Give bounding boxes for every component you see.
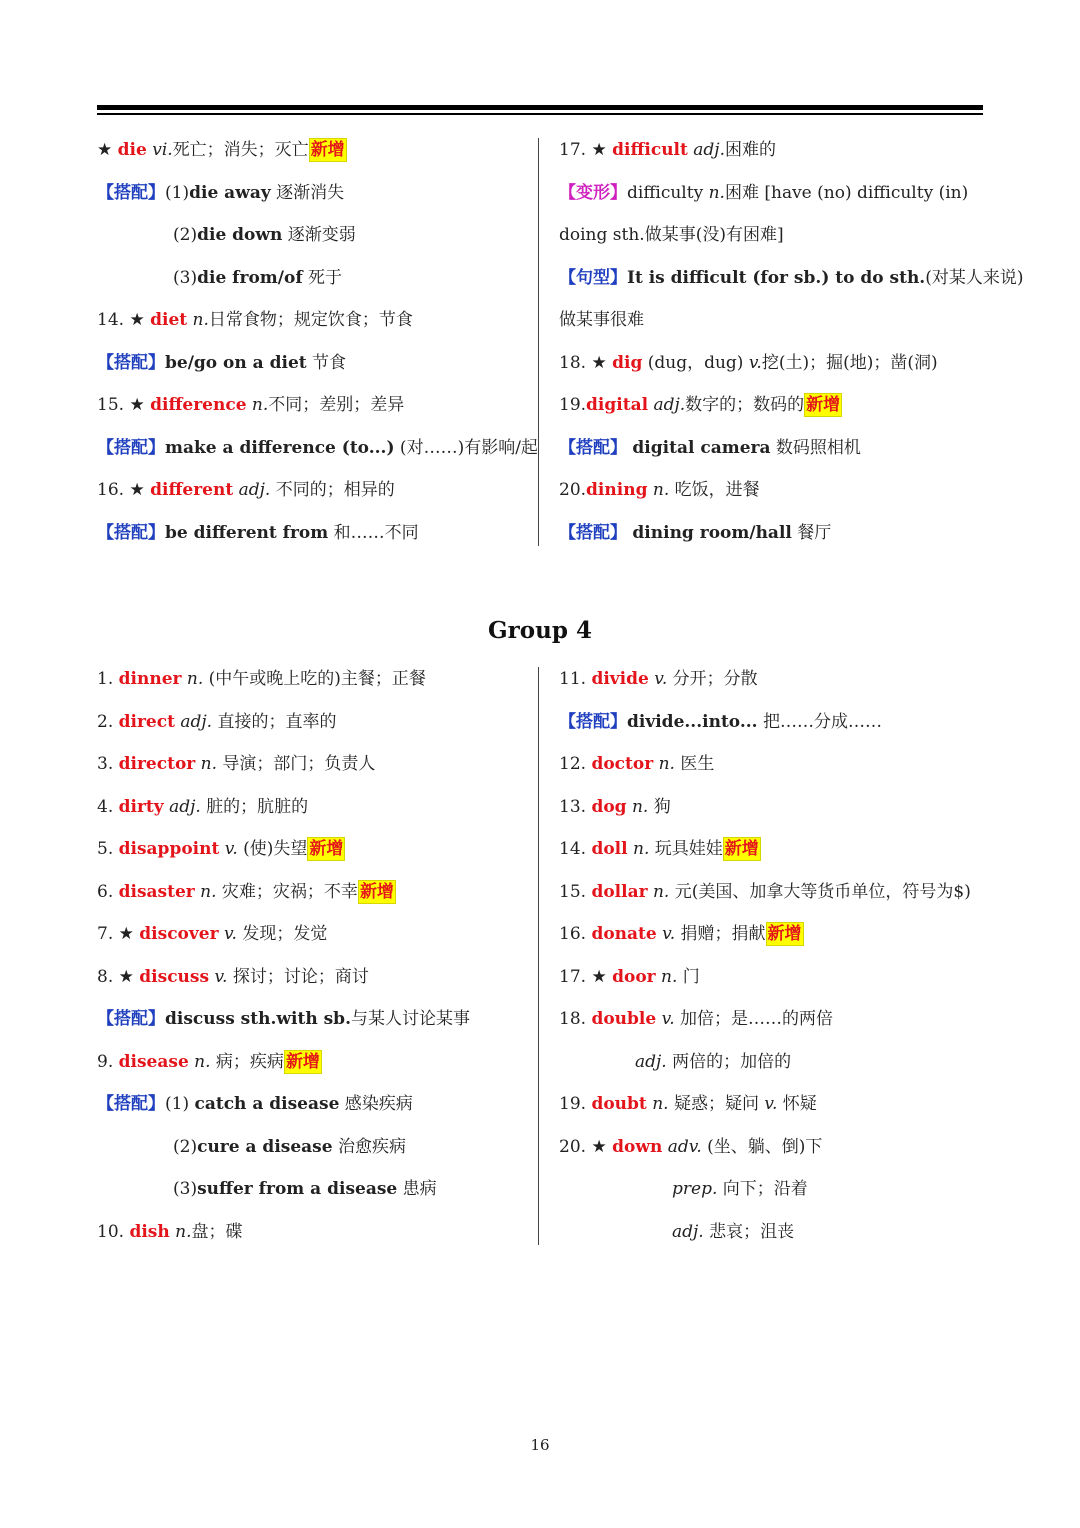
tag-label: 【搭配】 <box>559 522 627 543</box>
text: (坐、躺、倒)下 <box>701 1136 823 1157</box>
text: 直接的；直率的 <box>212 711 337 732</box>
entry-line <box>559 521 831 545</box>
text: (3) <box>173 1179 198 1199</box>
header-rule <box>97 105 983 110</box>
part-of-speech: n. <box>175 1221 192 1242</box>
section-group4 <box>97 667 983 1257</box>
text: 两倍的；加倍的 <box>666 1051 792 1072</box>
part-of-speech: adv. <box>667 1136 702 1157</box>
text: 玩具娃娃 <box>649 839 723 859</box>
text: 16. <box>559 924 592 944</box>
text: 18. ★ <box>559 352 613 373</box>
entry-line <box>97 436 538 460</box>
entry-line <box>559 667 758 691</box>
entry-line <box>672 1177 808 1201</box>
part-of-speech: n. <box>658 754 675 774</box>
new-badge: 新增 <box>359 881 394 902</box>
entry-line <box>559 393 842 417</box>
text: 12. <box>559 754 592 774</box>
text: 死于 <box>302 267 343 288</box>
text: 数字的；数码的 <box>685 395 805 415</box>
entry-line <box>97 478 395 502</box>
text: 探讨；讨论；商讨 <box>227 966 369 987</box>
entry-line <box>97 667 426 691</box>
headword: dig <box>612 352 643 373</box>
headword: doll <box>591 839 628 859</box>
entry-line <box>559 308 644 332</box>
entry-line <box>635 1050 791 1074</box>
text: 向下；沿着 <box>717 1179 808 1199</box>
part-of-speech: v. <box>654 669 668 689</box>
headword: dog <box>591 796 627 817</box>
text: 15. ★ <box>97 395 151 415</box>
entry-line <box>559 436 861 460</box>
text: 逐渐变弱 <box>282 225 356 245</box>
text: 6. <box>97 881 119 902</box>
entry-line <box>559 266 1024 290</box>
tag-label: 【搭配】 <box>97 182 165 203</box>
entry-line <box>97 351 346 375</box>
text: 日常食物；规定饮食；节食 <box>208 310 413 330</box>
entry-line <box>97 138 347 162</box>
entry-line <box>173 266 342 290</box>
part-of-speech: n. <box>194 1051 211 1072</box>
part-of-speech: n. <box>200 754 218 774</box>
phrase: die from/of <box>197 267 303 288</box>
text: 门 <box>677 966 700 987</box>
entry-line <box>559 752 714 776</box>
text: 医生 <box>674 754 715 774</box>
text: 与某人讨论某事 <box>351 1009 470 1029</box>
column-divider <box>538 138 539 546</box>
text: 10. <box>97 1221 130 1242</box>
tag-label: 【变形】 <box>559 182 627 203</box>
text: 逐渐消失 <box>270 182 345 203</box>
part-of-speech: adj. <box>169 796 201 817</box>
text: (1) <box>165 182 190 203</box>
text: 15. <box>559 881 592 902</box>
entry-line <box>559 478 760 502</box>
entry-line <box>559 351 938 375</box>
text: 5. <box>97 839 119 859</box>
entry-line <box>97 521 419 545</box>
headword: diet <box>150 310 188 330</box>
text: 狗 <box>648 796 671 817</box>
tag-label: 【搭配】 <box>97 522 165 543</box>
text: (对某人来说) <box>925 267 1024 288</box>
headword: dining <box>586 480 648 500</box>
text: 怀疑 <box>777 1094 817 1114</box>
entry-line <box>97 308 413 332</box>
entry-line <box>97 1092 413 1116</box>
headword: disaster <box>118 881 195 902</box>
section-group3-continued <box>97 138 1024 558</box>
new-badge: 新增 <box>310 140 345 160</box>
headword: discuss <box>139 966 210 987</box>
part-of-speech: adj. <box>653 395 686 415</box>
text: (中午或晚上吃的)主餐；正餐 <box>203 669 426 689</box>
entry-line <box>559 922 804 946</box>
entry-line <box>97 752 375 776</box>
entry-line <box>97 181 344 205</box>
headword: difficult <box>612 140 688 160</box>
entry-line <box>173 1135 406 1159</box>
text: 做某事很难 <box>559 310 644 330</box>
text: 吃饭，进餐 <box>669 480 760 500</box>
text: 患病 <box>397 1179 437 1199</box>
text: 不同的；相异的 <box>270 480 395 500</box>
phrase: It is difficult (for sb.) to do sth. <box>627 267 926 288</box>
part-of-speech: v. <box>764 1094 778 1114</box>
entry-line <box>97 1050 322 1074</box>
text: 导演；部门；负责人 <box>217 754 376 774</box>
headword: doubt <box>591 1094 647 1114</box>
text: 悲哀；沮丧 <box>703 1221 795 1242</box>
part-of-speech: v. <box>748 352 762 373</box>
headword: discover <box>139 924 219 944</box>
part-of-speech: n. <box>661 966 678 987</box>
text: 困难的 <box>724 140 776 160</box>
entry-line <box>97 837 345 861</box>
entry-line <box>559 880 971 904</box>
entry-line <box>97 1007 470 1031</box>
entry-line <box>559 223 784 247</box>
entry-line <box>97 922 327 946</box>
entry-line <box>173 1177 437 1201</box>
headword: director <box>118 754 196 774</box>
text: 元(美国、加拿大等货币单位，符号为$) <box>669 881 971 902</box>
text: ★ <box>97 140 118 160</box>
text: 节食 <box>306 352 347 373</box>
headword: dish <box>129 1221 170 1242</box>
text: 灾难；灾祸；不幸 <box>216 881 358 902</box>
phrase: die away <box>189 182 271 203</box>
text: 20. ★ <box>559 1136 613 1157</box>
text: 14. ★ <box>97 310 151 330</box>
headword: direct <box>118 711 175 732</box>
entry-line <box>559 138 776 162</box>
entry-line <box>559 1135 822 1159</box>
text: 病；疾病 <box>210 1051 284 1072</box>
tag-label: 【搭配】 <box>559 437 627 458</box>
headword: disease <box>118 1051 189 1072</box>
text: 9. <box>97 1051 119 1072</box>
headword: door <box>612 966 656 987</box>
phrase: make a difference (to...) <box>165 437 395 458</box>
group-title: Group 4 <box>488 617 592 644</box>
text: 17. ★ <box>559 966 613 987</box>
text: 餐厅 <box>791 522 832 543</box>
part-of-speech: v. <box>223 924 237 944</box>
part-of-speech: adj. <box>180 711 213 732</box>
part-of-speech: v. <box>662 924 676 944</box>
headword: die <box>117 140 147 160</box>
headword: dollar <box>591 881 648 902</box>
phrase: dining room/hall <box>632 522 792 543</box>
text: 1. <box>97 669 119 689</box>
tag-label: 【搭配】 <box>97 437 165 458</box>
phrase: cure a disease <box>197 1136 333 1157</box>
part-of-speech: adj. <box>238 480 271 500</box>
part-of-speech: adj. <box>635 1051 667 1072</box>
tag-label: 【句型】 <box>559 267 627 288</box>
text: 困难 [have (no) difficulty (in) <box>724 182 969 203</box>
text: 把……分成…… <box>757 711 883 732</box>
entry-line <box>559 1092 817 1116</box>
new-badge: 新增 <box>724 839 759 859</box>
part-of-speech: adj. <box>693 140 725 160</box>
entry-line <box>559 1007 833 1031</box>
text: 19. <box>559 1094 592 1114</box>
entry-line <box>97 965 369 989</box>
tag-label: 【搭配】 <box>97 1009 165 1029</box>
part-of-speech: n. <box>652 1094 669 1114</box>
part-of-speech: vi. <box>152 140 173 160</box>
headword: different <box>150 480 234 500</box>
text: 19. <box>559 395 587 415</box>
text: 3. <box>97 754 119 774</box>
text: 7. ★ <box>97 924 140 944</box>
part-of-speech: n. <box>251 395 269 415</box>
part-of-speech: n. <box>652 480 670 500</box>
entry-line <box>559 795 671 819</box>
phrase: digital camera <box>632 437 771 458</box>
text: 治愈疾病 <box>332 1136 406 1157</box>
headword: doctor <box>591 754 654 774</box>
page-number: 16 <box>530 1436 550 1454</box>
part-of-speech: prep. <box>672 1179 718 1199</box>
part-of-speech: v. <box>661 1009 675 1029</box>
text: doing sth.做某事(没)有困难] <box>559 225 784 245</box>
headword: down <box>612 1136 663 1157</box>
entry-line <box>559 965 700 989</box>
text: 挖(土)；掘(地)；凿(洞) <box>761 352 938 373</box>
text: (dug，dug) <box>642 352 749 373</box>
entry-line <box>559 710 882 734</box>
text: 疑惑；疑问 <box>668 1094 765 1114</box>
text: 4. <box>97 796 119 817</box>
text: 8. ★ <box>97 966 140 987</box>
tag-label: 【搭配】 <box>97 352 165 373</box>
text: 盘；碟 <box>191 1221 243 1242</box>
headword: dirty <box>118 796 164 817</box>
entry-line <box>672 1220 794 1244</box>
phrase: be different from <box>165 522 329 543</box>
part-of-speech: n. <box>631 796 649 817</box>
entry-line <box>97 795 308 819</box>
headword: difference <box>150 395 247 415</box>
text: 和……不同 <box>328 522 419 543</box>
text: (使)失望 <box>237 839 308 859</box>
text: (2) <box>173 225 198 245</box>
phrase: suffer from a disease <box>197 1179 398 1199</box>
text: 捐赠；捐献 <box>675 924 766 944</box>
text: (1) <box>165 1094 195 1114</box>
entry-line <box>173 223 356 247</box>
text: 11. <box>559 669 592 689</box>
part-of-speech: n. <box>708 182 725 203</box>
text: 16. ★ <box>97 480 151 500</box>
text: 13. <box>559 796 592 817</box>
text: (2) <box>173 1136 198 1157</box>
headword: dinner <box>118 669 182 689</box>
text: 14. <box>559 839 592 859</box>
tag-label: 【搭配】 <box>559 711 627 732</box>
entry-line <box>97 710 336 734</box>
text: (对……)有影响/起 <box>394 437 538 458</box>
part-of-speech: v. <box>214 966 228 987</box>
headword: double <box>591 1009 657 1029</box>
text: 发现；发觉 <box>236 924 328 944</box>
part-of-speech: n. <box>200 881 217 902</box>
text: 加倍；是……的两倍 <box>674 1009 834 1029</box>
part-of-speech: n. <box>186 669 204 689</box>
phrase: divide...into... <box>627 711 758 732</box>
text: 感染疾病 <box>339 1094 413 1114</box>
part-of-speech: v. <box>224 839 238 859</box>
text: 17. ★ <box>559 140 613 160</box>
part-of-speech: n. <box>192 310 209 330</box>
phrase: discuss sth.with sb. <box>165 1009 351 1029</box>
new-badge: 新增 <box>285 1051 320 1072</box>
text: 18. <box>559 1009 592 1029</box>
column-divider <box>538 667 539 1245</box>
text: 不同；差别；差异 <box>268 395 405 415</box>
entry-line <box>559 181 968 205</box>
new-badge: 新增 <box>806 395 841 415</box>
headword: digital <box>586 395 649 415</box>
entry-line <box>97 1220 243 1244</box>
part-of-speech: adj. <box>672 1221 704 1242</box>
tag-label: 【搭配】 <box>97 1094 165 1114</box>
text: 2. <box>97 711 119 732</box>
text: 分开；分散 <box>667 669 758 689</box>
part-of-speech: n. <box>633 839 650 859</box>
new-badge: 新增 <box>767 924 802 944</box>
text: 20. <box>559 480 587 500</box>
headword: donate <box>591 924 657 944</box>
phrase: die down <box>197 225 283 245</box>
text: 死亡；消失；灭亡 <box>172 140 309 160</box>
headword: disappoint <box>118 839 220 859</box>
headword: divide <box>591 669 649 689</box>
entry-line <box>559 837 761 861</box>
text: difficulty <box>627 182 709 203</box>
phrase: catch a disease <box>194 1094 340 1114</box>
header-rule-thin <box>97 113 983 115</box>
text: 脏的；肮脏的 <box>200 796 309 817</box>
phrase: be/go on a diet <box>165 352 307 373</box>
entry-line <box>97 880 396 904</box>
part-of-speech: n. <box>652 881 670 902</box>
text: 数码照相机 <box>770 437 861 458</box>
text: (3) <box>173 267 198 288</box>
new-badge: 新增 <box>309 839 344 859</box>
entry-line <box>97 393 404 417</box>
